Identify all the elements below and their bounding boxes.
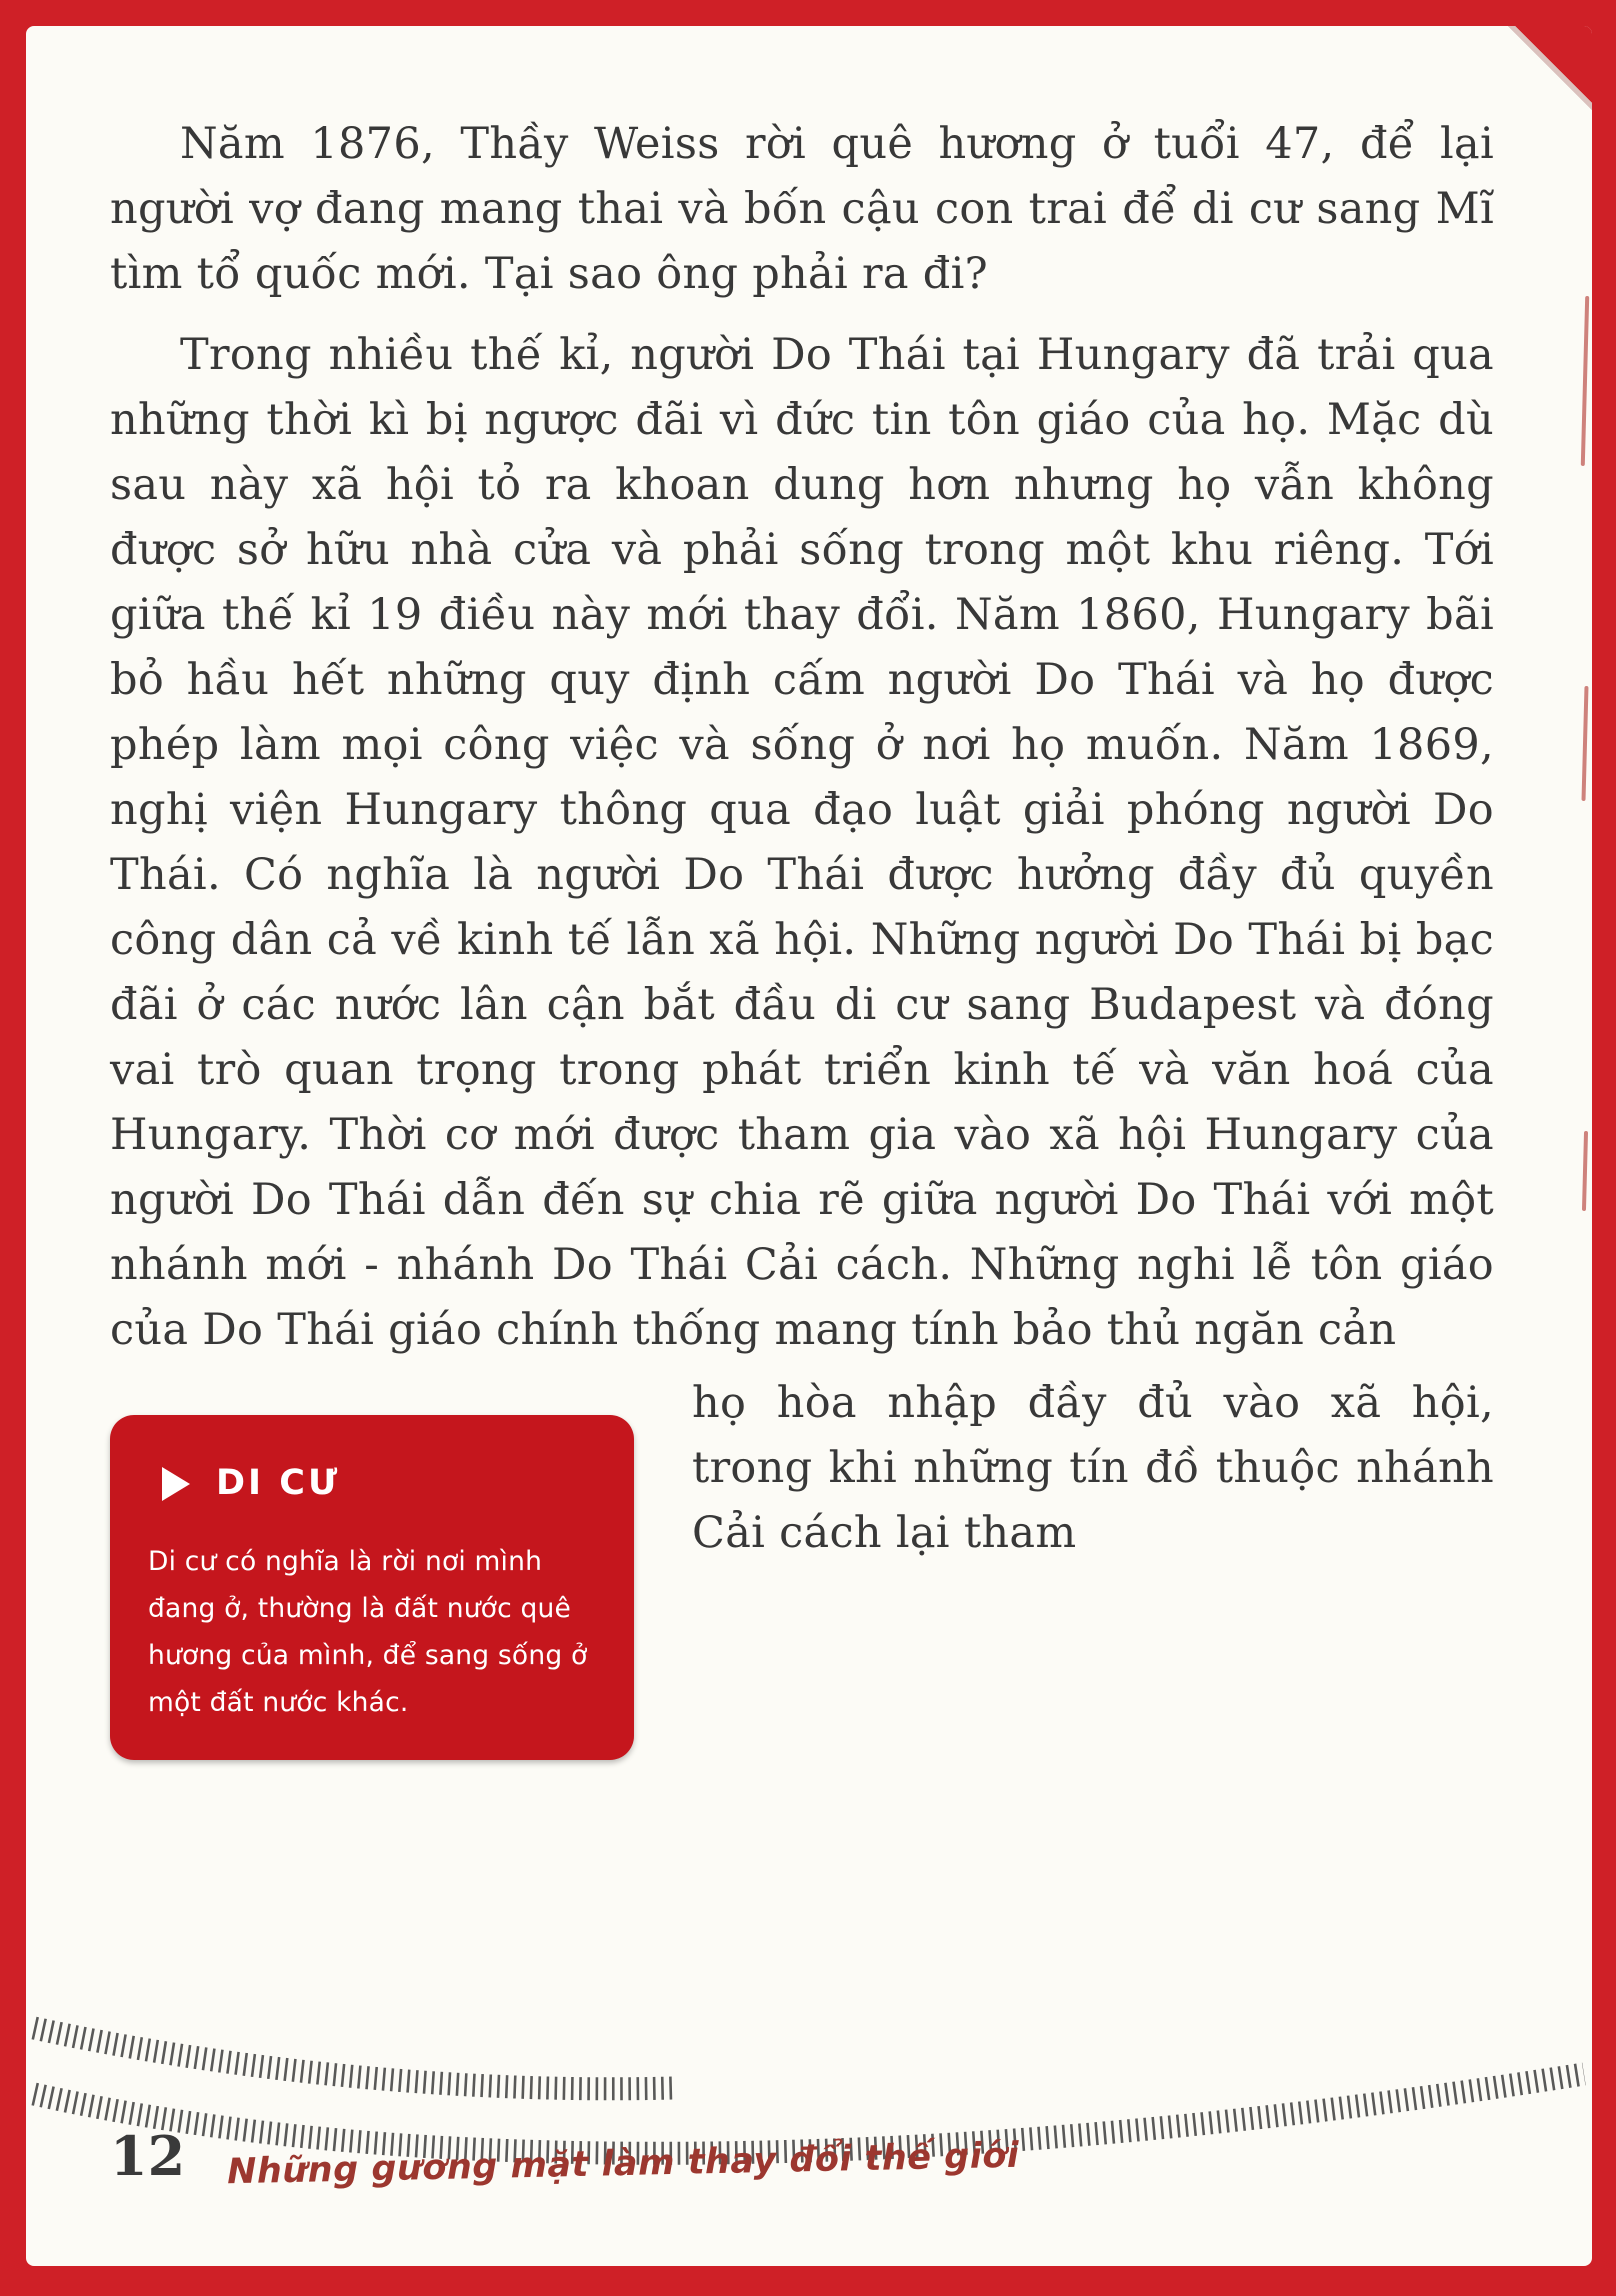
- play-triangle-icon: [162, 1467, 190, 1501]
- hatch-line-upper-left: [34, 2028, 674, 2089]
- page-footer: [110, 2124, 1020, 2193]
- callout-title-row: [162, 1451, 598, 1516]
- book-page: [26, 26, 1592, 2266]
- page-body-text: [110, 112, 1494, 1778]
- callout-wrap-section: [110, 1371, 1494, 1778]
- migration-callout-box: [110, 1415, 634, 1760]
- page-number: 12: [110, 2124, 186, 2188]
- hatch-decoration-lines: [26, 1966, 1592, 2266]
- page-edge-mark: [1581, 686, 1588, 801]
- callout-body: Di cư có nghĩa là rời nơi mình đang ở, thường là đất nước quê hương của mình, để sang sống ở một đất nước khác.: [148, 1546, 588, 1718]
- paragraph-2-continued: họ hòa nhập đầy đủ vào xã hội, trong khi những tín đồ thuộc nhánh Cải cách lại tham: [692, 1378, 1494, 1558]
- page-edge-mark: [1582, 1131, 1588, 1211]
- paragraph-2: Trong nhiều thế kỉ, người Do Thái tại Hungary đã trải qua những thời kì bị ngược đãi vì đức tin tôn giáo của họ. Mặc dù sau này xã hội tỏ ra khoan dung hơn nhưng họ vẫn không được sở hữu nhà cửa và phải sống trong một khu riêng. Tới giữa thế kỉ 19 điều này mới thay đổi. Năm 1860, Hungary bãi bỏ hầu hết những quy định cấm người Do Thái và họ được phép làm mọi công việc và sống ở nơi họ muốn. Năm 1869, nghị viện Hungary thông qua đạo luật giải phóng người Do Thái. Có nghĩa là người Do Thái được hưởng đầy đủ quyền công dân cả về kinh tế lẫn xã hội. Những người Do Thái bị bạc đãi ở các nước lân cận bắt đầu di cư sang Budapest và đóng vai trò quan trọng trong phát triển kinh tế và văn hoá của Hungary. Thời cơ mới được tham gia vào xã hội Hungary của người Do Thái dẫn đến sự chia rẽ giữa người Do Thái với một nhánh mới - nhánh Do Thái Cải cách. Những nghi lễ tôn giáo của Do Thái giáo chính thống mang tính bảo thủ ngăn cản: [110, 330, 1494, 1355]
- page-edge-mark: [1581, 296, 1589, 466]
- paragraph-1: Năm 1876, Thầy Weiss rời quê hương ở tuổi 47, để lại người vợ đang mang thai và bốn cậu con trai để di cư sang Mĩ tìm tổ quốc mới. Tại sao ông phải ra đi?: [110, 119, 1494, 299]
- footer-title: Những gương mặt làm thay đổi thế giới: [226, 2135, 1020, 2193]
- page-corner-fold: [1496, 26, 1592, 122]
- callout-title: DI CƯ: [216, 1463, 341, 1503]
